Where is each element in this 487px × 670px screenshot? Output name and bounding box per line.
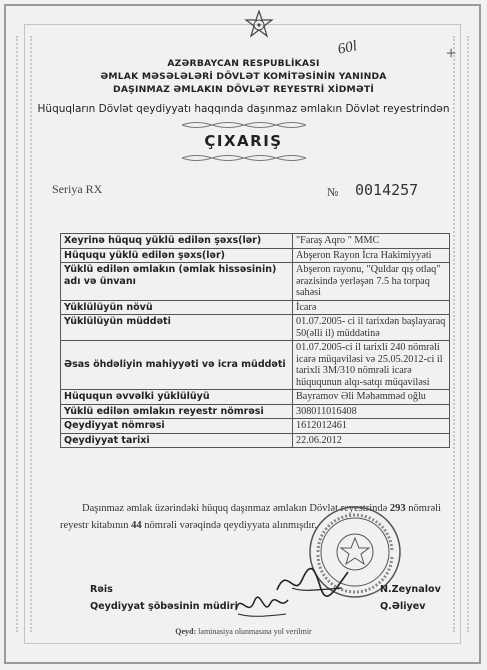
top-ornament-divider xyxy=(180,120,308,130)
header-republic: AZƏRBAYCAN RESPUBLİKASI xyxy=(167,58,320,69)
head-label: Qeydiyyat şöbəsinin müdiri xyxy=(90,601,238,612)
row-label: Xeyrinə hüquq yüklü edilən şəxs(lər) xyxy=(61,234,293,249)
table-row xyxy=(61,419,450,434)
row-value: 22.06.2012 xyxy=(293,433,450,448)
head-signature xyxy=(232,588,292,622)
row-label: Hüququn əvvəlki yüklülüyü xyxy=(61,390,293,405)
row-label: Yüklü edilən əmlakın reyestr nömrəsi xyxy=(61,404,293,419)
lamination-note xyxy=(0,627,487,636)
head-name: Q.Əliyev xyxy=(380,601,426,612)
footnote-text-1: Daşınmaz əmlak üzərindəki hüquq daşınmaz əmlakın Dövlət reyestrində xyxy=(82,503,388,514)
right-ornament-band xyxy=(453,36,469,632)
row-value: İcarə xyxy=(293,300,450,315)
row-value: 1612012461 xyxy=(293,419,450,434)
row-value: 01.07.2005- ci il tarixdən başlayaraq 50(əlli il) müddətinə xyxy=(293,315,450,341)
table-row xyxy=(61,263,450,301)
state-emblem-icon xyxy=(244,10,274,40)
row-label: Qeydiyyat tarixi xyxy=(61,433,293,448)
row-value: 308011016408 xyxy=(293,404,450,419)
table-row xyxy=(61,433,450,448)
document-title: ÇIXARIŞ xyxy=(204,132,283,150)
chief-name: N.Zeynalov xyxy=(380,584,441,595)
table-row xyxy=(61,234,450,249)
note-label: Qeyd: xyxy=(175,627,197,636)
row-label: Hüququ yüklü edilən şəxs(lər) xyxy=(61,248,293,263)
row-label: Yüklülüyün müddəti xyxy=(61,315,293,341)
table-row xyxy=(61,248,450,263)
series-label: Seriya RX xyxy=(52,182,103,196)
handwritten-plus-mark: + xyxy=(446,43,457,63)
table-row xyxy=(61,341,450,390)
row-value: Abşeron rayonu, "Quldar qış otlaq" ərazisində yerləşən 7.5 ha torpaq sahəsi xyxy=(293,263,450,301)
row-value: "Faraş Aqro " MMC xyxy=(293,234,450,249)
table-row xyxy=(61,315,450,341)
header-service: DAŞINMAZ ƏMLAKIN DÖVLƏT REYESTRİ XİDMƏTİ xyxy=(113,84,374,95)
chief-label: Rəis xyxy=(90,584,113,595)
number-sign: № xyxy=(327,185,339,199)
reestr-number: 293 xyxy=(389,503,406,514)
note-text: laminasiya olunmasına yol verilmir xyxy=(198,627,312,636)
footnote-text-3: nömrəli vərəqində qeydiyyata alınmışdır. xyxy=(144,520,317,531)
row-label: Əsas öhdəliyin mahiyyəti və icra müddəti xyxy=(61,341,293,390)
handwritten-note: 60l xyxy=(336,38,359,58)
encumbrance-table xyxy=(60,233,450,448)
row-label: Yüklü edilən əmlakın (əmlak hissəsinin) adı və ünvanı xyxy=(61,263,293,301)
row-value: Bayramov Əli Məhəmməd oğlu xyxy=(293,390,450,405)
page-number: 44 xyxy=(131,520,142,531)
row-value: Abşeron Rayon İcra Hakimiyyəti xyxy=(293,248,450,263)
bottom-ornament-divider xyxy=(180,153,308,163)
document-subtitle: Hüquqların Dövlət qeydiyyatı haqqında daşınmaz əmlakın Dövlət reyestrindən xyxy=(37,103,450,115)
footnote-text-2: nömrəli reyestr kitabının xyxy=(60,503,441,531)
row-label: Yüklülüyün növü xyxy=(61,300,293,315)
header-committee: ƏMLAK MƏSƏLƏLƏRİ DÖVLƏT KOMİTƏSİNİN YANINDA xyxy=(100,71,387,82)
table-row xyxy=(61,404,450,419)
document-number: 0014257 xyxy=(355,181,419,199)
row-label: Qeydiyyat nömrəsi xyxy=(61,419,293,434)
table-row xyxy=(61,300,450,315)
table-row xyxy=(61,390,450,405)
left-ornament-band xyxy=(16,36,32,632)
row-value: 01.07.2005-ci il tarixli 240 nömrəli icarə müqaviləsi və 25.05.2012-ci il tarixli 3M/310 nömrəli icarə hüququnun alqı-satqı müqaviləsi xyxy=(293,341,450,390)
